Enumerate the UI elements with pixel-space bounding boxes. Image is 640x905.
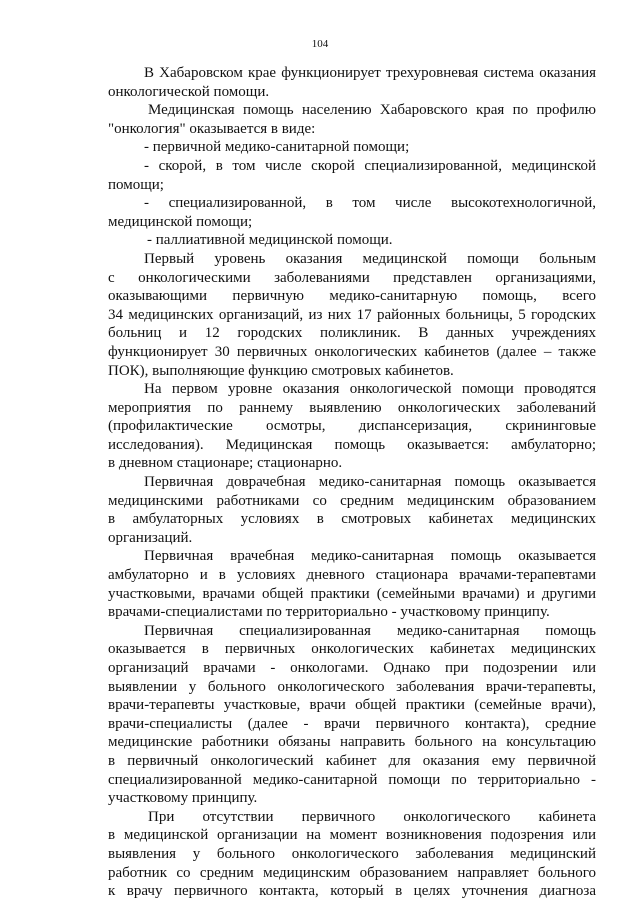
text-line: в медицинской организации на момент возникновения подозрения или <box>108 827 596 844</box>
text-line: участковому принципу. <box>108 790 258 807</box>
text-line: ПОК), выполняющие функцию смотровых кабинетов. <box>108 362 454 379</box>
text-line: - специализированной, в том числе высокотехнологичной, <box>144 195 596 212</box>
text-line: оказывающими первичную медико-санитарную помощь, всего <box>108 288 596 305</box>
text-line: При отсутствии первичного онкологического кабинета <box>148 808 596 825</box>
text-line: медицинские работники обязаны направить больного на консультацию <box>108 734 596 751</box>
text-line: выявлении у больного онкологического заболевания врачи-терапевты, <box>108 678 596 695</box>
text-line: Первичная доврачебная медико-санитарная помощь оказывается <box>144 474 596 491</box>
text-line: в дневном стационаре; стационарно. <box>108 455 343 472</box>
text-line: исследования). Медицинская помощь оказывается: амбулаторно; <box>108 436 596 453</box>
text-line: больниц и 12 городских поликлиник. В данных учреждениях <box>108 325 596 342</box>
text-line: с онкологическими заболеваниями представлен организациями, <box>108 269 596 286</box>
text-line: онкологической помощи. <box>108 83 270 100</box>
text-line: (профилактические осмотры, диспансеризация, скрининговые <box>108 418 596 435</box>
text-line: Первый уровень оказания медицинской помощи больным <box>144 250 596 267</box>
text-line: специализированной медико-санитарной помощи по территориально - <box>108 771 596 788</box>
text-line: медицинскими работниками со средним медицинским образованием <box>108 492 596 509</box>
text-line: Первичная специализированная медико-санитарная помощь <box>144 622 596 639</box>
text-line: в первичный онкологический кабинет для оказания ему первичной <box>108 752 596 769</box>
text-line: Медицинская помощь населению Хабаровского края по профилю <box>148 102 596 119</box>
text-line: Первичная врачебная медико-санитарная помощь оказывается <box>144 548 596 565</box>
text-line: - скорой, в том числе скорой специализированной, медицинской <box>144 157 596 174</box>
text-line: На первом уровне оказания онкологической помощи проводятся <box>144 381 596 398</box>
text-line: - первичной медико-санитарной помощи; <box>144 139 410 156</box>
text-line: врачи-терапевты участковые, врачи общей практики (семейные врачи), <box>108 697 596 714</box>
text-line: организаций. <box>108 529 193 546</box>
document-body <box>108 64 596 901</box>
text-line: функционирует 30 первичных онкологических кабинетов (далее – также <box>108 343 596 360</box>
text-line: врачи-специалисты (далее - врачи первичного контакта), средние <box>108 715 596 732</box>
text-line: 34 медицинских организаций, из них 17 районных больницы, 5 городских <box>108 306 596 323</box>
text-line: мероприятия по раннему выявлению онкологических заболеваний <box>108 399 596 416</box>
text-line: участковыми, врачами общей практики (семейными врачами) и другими <box>108 585 596 602</box>
text-line: оказывается в первичных онкологических кабинетах медицинских <box>108 641 596 658</box>
text-line: помощи; <box>108 176 164 193</box>
text-line: В Хабаровском крае функционирует трехуровневая система оказания <box>144 65 596 81</box>
text-line: "онкология" оказывается в виде: <box>108 120 316 137</box>
text-line: в амбулаторных условиях в смотровых кабинетах медицинских <box>108 511 596 528</box>
text-line: врачами-специалистами по территориально - участковому принципу. <box>108 604 550 621</box>
page-number: 104 <box>311 38 329 50</box>
text-line: медицинской помощи; <box>108 213 253 230</box>
text-line: выявления у больного онкологического заболевания медицинский <box>108 845 596 862</box>
text-line: - паллиативной медицинской помощи. <box>147 232 393 249</box>
text-line: амбулаторно и в условиях дневного стационара врачами-терапевтами <box>108 567 596 584</box>
text-line: организаций врачами - онкологами. Однако при подозрении или <box>108 660 596 676</box>
text-line: к врачу первичного контакта, который в целях уточнения диагноза <box>108 883 596 900</box>
text-line: работник со средним медицинским образованием направляет больного <box>108 864 596 881</box>
